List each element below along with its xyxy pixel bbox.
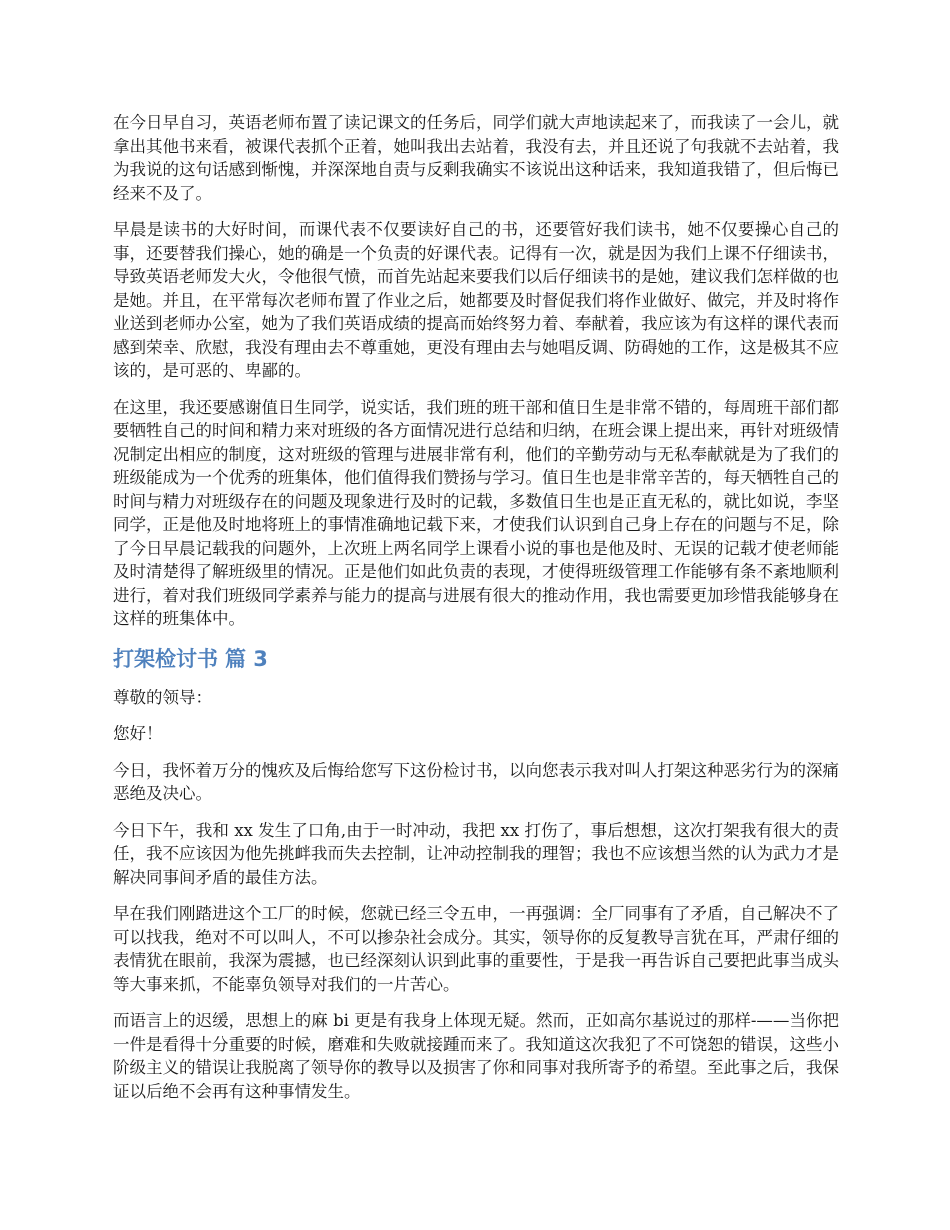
- body-paragraph: 而语言上的迟缓，思想上的麻 bi 更是有我身上体现无疑。然而，正如高尔基说过的那样-——当你把一件是看得十分重要的时候，磨难和失败就接踵而来了。我知道这次我犯了不可饶恕的错误，这些小阶级主义的错误让我脱离了领导你的教导以及损害了你和同事对我所寄予的希望。至此事之后，我保证以后绝不会再有这种事情发生。: [113, 1011, 839, 1101]
- body-paragraph: 今日下午，我和 xx 发生了口角,由于一时冲动，我把 xx 打伤了，事后想想，这次打架我有很大的责任，我不应该因为他先挑衅我而失去控制，让冲动控制我的理智；我也不应该想当然的认为武力才是解决同事间矛盾的最佳方法。: [113, 820, 839, 887]
- greeting: 您好！: [113, 724, 163, 743]
- body-paragraph: 在今日早自习，英语老师布置了读记课文的任务后，同学们就大声地读起来了，而我读了一会儿，就拿出其他书来看，被课代表抓个正着，她叫我出去站着，我没有去，并且还说了句我就不去站着，我为我说的这句话感到惭愧，并深深地自责与反剩我确实不该说出这种话来，我知道我错了，但后悔已经来不及了。: [113, 113, 839, 203]
- document-page: [113, 111, 839, 1116]
- body-paragraph: 早晨是读书的大好时间，而课代表不仅要读好自己的书，还要管好我们读书，她不仅要操心自己的事，还要替我们操心，她的确是一个负责的好课代表。记得有一次，就是因为我们上课不仔细读书，导致英语老师发大火，令他很气愤，而首先站起来要我们以后仔细读书的是她，建议我们怎样做的也是她。并且，在平常每次老师布置了作业之后，她都要及时督促我们将作业做好、做完，并及时将作业送到老师办公室，她为了我们英语成绩的提高而始终努力着、奉献着，我应该为有这样的课代表而感到荣幸、欣慰，我没有理由去不尊重她，更没有理由去与她唱反调、防碍她的工作，这是极其不应该的，是可恶的、卑鄙的。: [113, 220, 839, 380]
- section-heading-part: 篇 3: [225, 646, 268, 671]
- salutation: 尊敬的领导：: [113, 687, 212, 707]
- body-paragraph: 在这里，我还要感谢值日生同学，说实话，我们班的班干部和值日生是非常不错的，每周班干部们都要牺牲自己的时间和精力来对班级的各方面情况进行总结和归纳，在班会课上提出来，再针对班级情况制定出相应的制度，这对班级的管理与进展非常有利，他们的辛勤劳动与无私奉献就是为了我们的班级能成为一个优秀的班集体，他们值得我们赞扬与学习。值日生也是非常辛苦的，每天牺牲自己的时间与精力对班级存在的问题及现象进行及时的记载，多数值日生也是正直无私的，就比如说，李坚同学，正是他及时地将班上的事情准确地记载下来，才使我们认识到自己身上存在的问题与不足，除了今日早晨记载我的问题外，上次班上两名同学上课看小说的事也是他及时、无误的记载才使老师能及时清楚得了解班级里的情况。正是他们如此负责的表现，才使得班级管理工作能够有条不紊地顺利进行，着对我们班级同学素养与能力的提高与进展有很大的推动作用，我也需要更加珍惜我能够身在这样的班集体中。: [113, 397, 839, 628]
- body-paragraph: 今日，我怀着万分的愧疚及后悔给您写下这份检讨书，以向您表示我对叫人打架这种恶劣行为的深痛恶绝及决心。: [113, 760, 839, 803]
- section-heading: [113, 644, 839, 674]
- section-heading-title: 打架检讨书: [113, 646, 218, 671]
- body-paragraph: 早在我们刚踏进这个工厂的时候，您就已经三令五申，一再强调：全厂同事有了矛盾，自己解决不了可以找我，绝对不可以叫人，不可以掺杂社会成分。其实，领导你的反复教导言犹在耳，严肃仔细的表情犹在眼前，我深为震撼，也已经深刻认识到此事的重要性，于是我一再告诉自己要把此事当成头等大事来抓，不能辜负领导对我们的一片苦心。: [113, 904, 839, 994]
